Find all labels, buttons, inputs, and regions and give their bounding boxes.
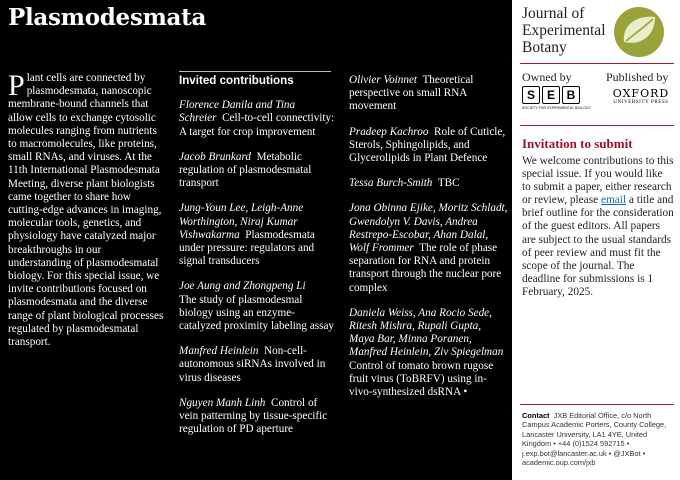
invitation-text-start: We welcome contributions to this special issue. If you would like to submit a paper, either research or review, please [522, 155, 674, 207]
contribution-authors: Pradeep Kachroo [349, 125, 429, 138]
contribution-title: Theoretical perspective on small RNA movement [349, 74, 474, 113]
contribution-entry [179, 99, 337, 139]
contribution-entry [179, 345, 337, 385]
contribution-authors: Tessa Burch-Smith [349, 177, 433, 190]
contribution-authors: Manfred Heinlein [179, 345, 259, 358]
invitation-title: Invitation to submit [522, 136, 633, 151]
oxford-subtitle: UNIVERSITY PRESS [613, 100, 669, 105]
seb-letter-e: E [542, 86, 560, 104]
email-link[interactable]: email [600, 194, 627, 207]
contributions-column-2 [349, 74, 509, 411]
contribution-authors: Olivier Voinnet [349, 74, 418, 86]
contribution-title: The role of phase separation for RNA and protein transport through the nuclear pore complex [349, 242, 502, 294]
heading-rule [179, 71, 331, 72]
contributions-column-1 [179, 74, 337, 448]
contribution-authors: Jacob Brunkard [179, 150, 251, 163]
contribution-entry [179, 202, 337, 268]
contribution-title: Cell-to-cell connectivity: A target for crop improvement [179, 112, 335, 138]
sidebar-divider [520, 404, 674, 405]
contribution-title: TBC [437, 177, 460, 190]
seb-logo [522, 86, 592, 110]
contribution-title: Control of vein patterning by tissue-specific regulation of PD aperture [179, 396, 328, 436]
seb-letters [522, 86, 584, 104]
contact-text: JXB Editorial Office, c/o North Campus Academic Porters, County College, Lancaster University, LA1 4YE, United Kingdom • +44 (0)1524 592715 • j.exp.bot@lancaster.ac.uk • @JXBot • academic.oup.com/jxb [522, 411, 667, 468]
journal-name: Journal of Experimental Botany [522, 5, 606, 56]
contribution-entry [179, 280, 337, 333]
sidebar-divider [520, 63, 674, 64]
contribution-title: Non-cell-autonomous siRNAs involved in virus diseases [179, 345, 326, 384]
intro-paragraph [8, 69, 166, 349]
owned-label: Owned by [522, 70, 572, 84]
contribution-authors: Jona Obinna Ejike, Moritz Schladt, Gwendolyn V. Davis, Andrea Restrepo-Escobar, Ahan Dalal, Wolf Frommer [349, 202, 508, 255]
seb-letter-b: B [562, 86, 580, 104]
contribution-entry [179, 397, 337, 437]
contribution-entry [349, 202, 509, 294]
page-title: Plasmodesmata [8, 4, 207, 31]
seb-letter-s: S [522, 86, 540, 104]
oxford-logo [606, 88, 676, 105]
contribution-entry [349, 177, 509, 190]
contribution-entry [349, 126, 509, 166]
contribution-authors: Jung-Youn Lee, Leigh-Anne Worthington, Niraj Kumar Vishwakarma [179, 202, 304, 241]
contribution-title: The study of plasmodesmal biology using an enzyme-catalyzed proximity labeling assay [179, 293, 335, 333]
contribution-authors: Daniela Weiss, Ana Rocio Sede, Ritesh Mishra, Rupali Gupta, Maya Bar, Minna Poranen, Manfred Heinlein, Ziv Spiegelman [349, 306, 504, 359]
invited-heading: Invited contributions [179, 74, 294, 87]
contribution-authors: Florence Danila and Tina Schreier [179, 99, 296, 125]
invitation-text [522, 155, 674, 299]
contribution-entry [349, 74, 509, 114]
contribution-title: Plasmodesmata under pressure: regulators and signal transducers [179, 228, 315, 268]
contribution-entry [179, 151, 337, 191]
drop-cap: P [8, 69, 25, 102]
sidebar-divider [520, 125, 674, 126]
contribution-authors: Joe Aung and Zhongpeng Li [179, 280, 306, 293]
sidebar [512, 0, 680, 480]
journal-leaf-logo [613, 6, 665, 58]
published-label: Published by [606, 70, 669, 84]
contribution-authors: Nguyen Manh Linh [179, 396, 266, 409]
seb-tagline: SOCIETY FOR EXPERIMENTAL BIOLOGY [522, 106, 592, 110]
contact-block [522, 411, 678, 467]
contribution-title: Role of Cuticle, Sterols, Sphingolipids, and Glycerolipids in Plant Defence [349, 125, 506, 165]
contact-label: Contact [522, 411, 550, 420]
intro-text: lant cells are connected by plasmodesmata, nanoscopic membrane-bound channels that allow cells to exchange cytosolic molecules ranging from nutrients to macromolecules, like proteins, small RNAs, and viruses. At the 11th International Plasmodesmata Meeting, diverse plant biologists came together to share how cutting-edge advances in imaging, molecular tools, genetics, and physiology have catalyzed major breakthroughs in our understanding of plasmodesmatal biology. For this special issue, we invite contributions focused on plasmodesmata and the diverse range of plant biological processes regulated by plasmodesmatal transport. [8, 72, 164, 349]
invitation-text-end: a title and brief outline for the consideration of the guest editors. All papers are subject to the usual standards of peer review and must fit the scope of the journal. The deadline for submissions is 1 February, 2025. [522, 194, 674, 298]
contribution-entry [349, 307, 509, 399]
contribution-title: Metabolic regulation of plasmodesmatal transport [179, 150, 312, 190]
contribution-title: Control of tomato brown rugose fruit virus (ToBRFV) using in-vivo-synthesized dsRNA • [349, 359, 494, 399]
oxford-name: OXFORD [612, 87, 670, 100]
